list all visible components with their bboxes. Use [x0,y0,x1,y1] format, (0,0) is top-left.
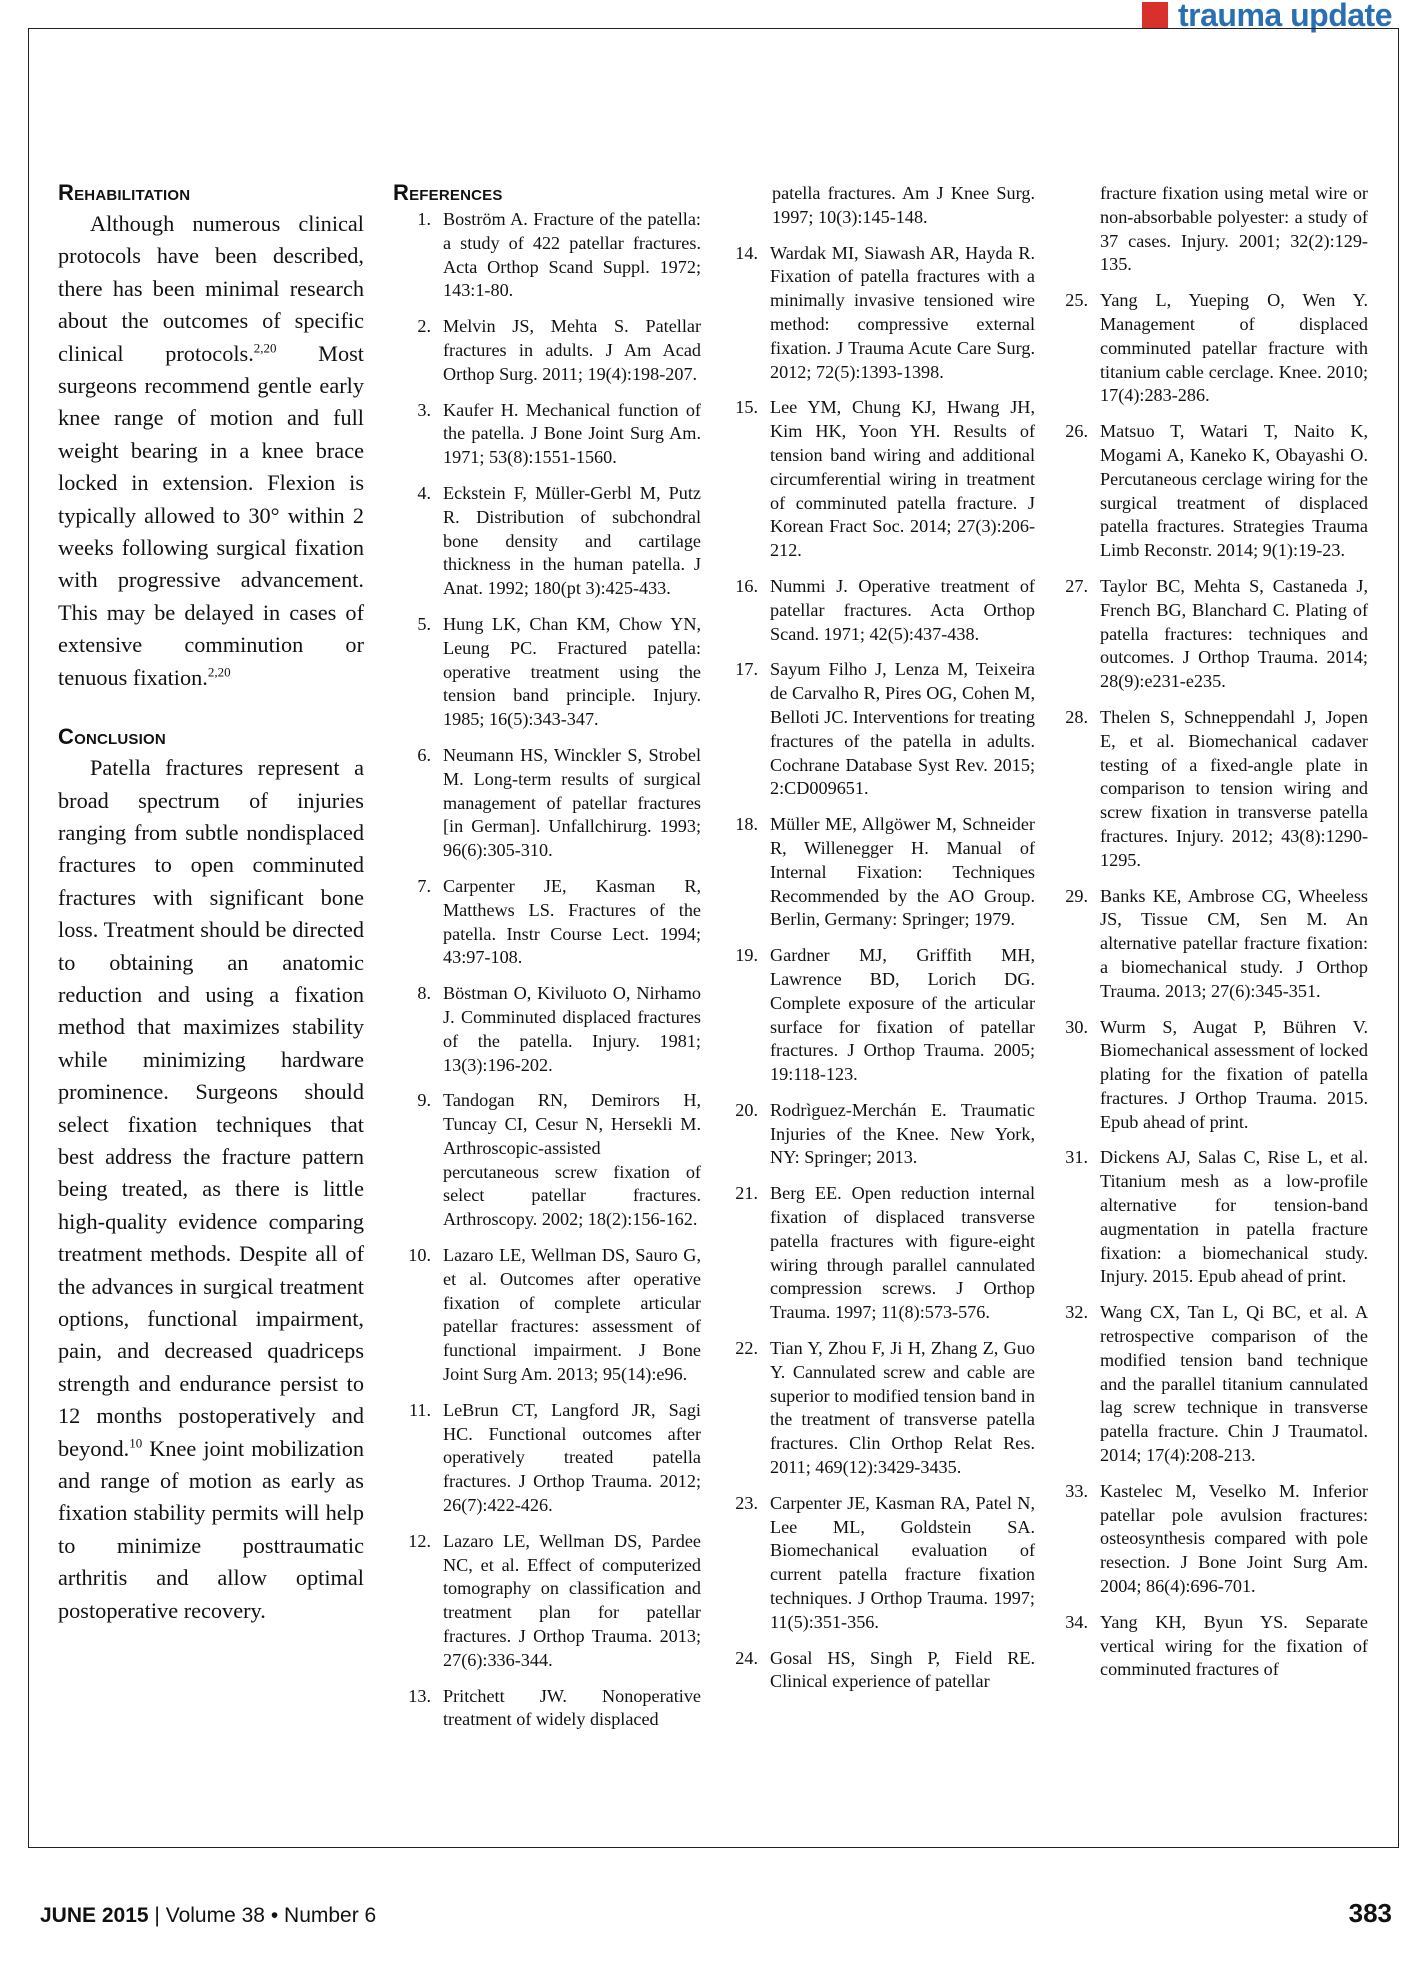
section-label: trauma update [1178,0,1392,33]
reference-text: Boström A. Fracture of the patella: a study of 422 patellar fractures. Acta Orthop Scand Suppl. 1972; 143:1-80. [443,209,701,301]
reference-number: 14. [735,242,758,263]
issue-number: Number 6 [284,1904,377,1927]
reference-number: 5. [417,613,431,634]
reference-item [1060,1146,1368,1289]
conclusion-text-2: Knee joint mobilization and range of motion as early as fixation stability permits will help to minimize posttraumatic arthritis and allow optimal postoperative recovery. [58,1435,364,1623]
reference-number: 23. [735,1492,758,1513]
reference-number: 11. [408,1399,431,1420]
reference-text: Kaufer H. Mechanical function of the patella. J Bone Joint Surg Am. 1971; 53(8):1551-1560. [443,399,701,468]
reference-item [393,1685,701,1733]
reference-item [722,813,1035,932]
reference-continuation: patella fractures. Am J Knee Surg. 1997; 10(3):145-148. [772,183,1035,227]
reference-item [722,1099,1035,1170]
reference-number: 26. [1065,421,1088,442]
reference-item [393,744,701,863]
reference-number: 29. [1065,885,1088,906]
reference-item [722,658,1035,801]
reference-item [393,1399,701,1518]
reference-number: 16. [735,575,758,596]
reference-item [393,315,701,386]
reference-number: 25. [1065,290,1088,311]
reference-text: Pritchett JW. Nonoperative treatment of widely displaced [443,1685,701,1730]
reference-number: 19. [735,945,758,966]
reference-text: Sayum Filho J, Lenza M, Teixeira de Carvalho R, Pires OG, Cohen M, Belloti JC. Interventions for treating fractures of the patella in adults. Cochrane Database Syst Rev. 2015; 2:CD009651. [770,659,1035,799]
reference-item [722,396,1035,563]
reference-item [722,575,1035,646]
reference-item [393,482,701,601]
volume: Volume 38 [165,1904,265,1927]
reference-number: 30. [1065,1016,1088,1037]
reference-item [393,208,701,303]
reference-item [393,1530,701,1673]
citation: 2,20 [207,664,231,680]
reference-number: 22. [735,1338,758,1359]
conclusion-text-1: Patella fractures represent a broad spectrum of injuries ranging from subtle nondisplaced fractures to open comminuted fractures with significant bone loss. Treatment should be directed to obtaining an anatomic reduction and using a fixation method that maximizes stability while minimizing hardware prominence. Surgeons should select fixation techniques that best address the fracture pattern being treated, as there is little high-quality evidence comparing treatment methods. Despite all of the advances in surgical treatment options, functional impairment, pain, and decreased quadriceps strength and endurance persist to 12 months postoperatively and beyond. [58,755,364,1461]
reference-text: LeBrun CT, Langford JR, Sagi HC. Functional outcomes after operatively treated patella fractures. J Orthop Trauma. 2012; 26(7):422-426. [443,1399,701,1516]
reference-text: Matsuo T, Watari T, Naito K, Mogami A, Kaneko K, Obayashi O. Percutaneous cerclage wiring for the surgical treatment of displaced patella fractures. Strategies Trauma Limb Reconstr. 2014; 9(1):19-23. [1100,421,1368,561]
reference-number: 9. [417,1090,431,1111]
reference-number: 7. [417,875,431,896]
reference-text: Wardak MI, Siawash AR, Hayda R. Fixation of patella fractures with a minimally invasive tensioned wire method: compressive external fixation. J Trauma Acute Care Surg. 2012; 72(5):1393-1398. [770,242,1035,382]
reference-number: 3. [417,399,431,420]
reference-number: 33. [1065,1480,1088,1501]
reference-item [393,875,701,970]
references-heading: References [393,180,503,205]
reference-number: 8. [417,983,431,1004]
reference-text: Carpenter JE, Kasman RA, Patel N, Lee ML, Goldstein SA. Biomechanical evaluation of current patella fracture fixation techniques. J Orthop Trauma. 1997; 11(5):351-356. [770,1492,1035,1632]
reference-item [1060,575,1368,694]
reference-item [393,613,701,732]
reference-item [1060,885,1368,1004]
reference-number: 15. [735,397,758,418]
reference-text: Gosal HS, Singh P, Field RE. Clinical experience of patellar [770,1647,1035,1692]
reference-number: 24. [735,1647,758,1668]
reference-item [1060,1016,1368,1135]
reference-item [722,1647,1035,1695]
reference-text: Rodrìguez-Merchán E. Traumatic Injuries of the Knee. New York, NY: Springer; 2013. [770,1099,1035,1168]
rehab-text-1: Although numerous clinical protocols have been described, there has been minimal research about the outcomes of specific clinical protocols. [58,211,364,366]
reference-item [722,944,1035,1087]
reference-item [1060,1480,1368,1599]
reference-text: Böstman O, Kiviluoto O, Nirhamo J. Comminuted displaced fractures of the patella. Injury. 1981; 13(3):196-202. [443,983,701,1075]
reference-item [393,1089,701,1232]
reference-number: 1. [417,209,431,229]
reference-text: Yang KH, Byun YS. Separate vertical wiring for the fixation of comminuted fractures of [1100,1611,1368,1680]
issue-date: JUNE 2015 [40,1904,149,1927]
reference-list [1060,289,1368,1682]
reference-text: Carpenter JE, Kasman R, Matthews LS. Fractures of the patella. Instr Course Lect. 1994; 43:97-108. [443,875,701,968]
reference-list [393,208,701,1732]
reference-number: 34. [1065,1611,1088,1632]
references-column-2 [722,182,1035,1706]
reference-number: 31. [1065,1147,1088,1168]
reference-item [1060,289,1368,408]
reference-number: 20. [735,1099,758,1120]
reference-number: 17. [735,659,758,680]
reference-number: 13. [408,1685,431,1706]
reference-text: Kastelec M, Veselko M. Inferior patellar pole avulsion fractures: osteosynthesis compared with pole resection. J Bone Joint Surg Am. 2004; 86(4):696-701. [1100,1480,1368,1597]
footer-bullet: • [270,1904,279,1927]
reference-number: 4. [417,482,431,503]
reference-item [722,1337,1035,1480]
reference-text: Hung LK, Chan KM, Chow YN, Leung PC. Fractured patella: operative treatment using the tension band principle. Injury. 1985; 16(5):343-347. [443,613,701,730]
conclusion-paragraph [58,752,364,1627]
section-header [1142,0,1392,33]
reference-text: Berg EE. Open reduction internal fixation of displaced transverse patella fractures with figure-eight wiring through parallel cannulated compression screws. J Orthop Trauma. 1997; 11(8):573-576. [770,1183,1035,1323]
reference-list [722,242,1035,1695]
body-column [58,180,364,1627]
reference-number: 6. [417,744,431,765]
reference-text: Nummi J. Operative treatment of patellar fractures. Acta Orthop Scand. 1971; 42(5):437-438. [770,575,1035,644]
references-column-3 [1060,182,1368,1694]
reference-number: 18. [735,814,758,835]
reference-item [722,242,1035,385]
reference-text: Lazaro LE, Wellman DS, Sauro G, et al. Outcomes after operative fixation of complete articular patellar fractures: assessment of functional impairment. J Bone Joint Surg Am. 2013; 95(14):e96. [443,1245,701,1385]
reference-number: 21. [735,1183,758,1204]
reference-item [393,1244,701,1387]
footer-separator: | [154,1904,160,1927]
reference-text: Wurm S, Augat P, Bühren V. Biomechanical assessment of locked plating for the fixation of patella fractures. J Orthop Trauma. 2015. Epub ahead of print. [1100,1016,1368,1132]
reference-continuation: fracture fixation using metal wire or non-absorbable polyester: a study of 37 cases. Injury. 2001; 32(2):129-135. [1100,183,1368,275]
reference-number: 28. [1065,706,1088,727]
reference-text: Banks KE, Ambrose CG, Wheeless JS, Tissue CM, Sen M. An alternative patellar fracture fixation: a biomechanical study. J Orthop Trauma. 2013; 27(6):345-351. [1100,885,1368,1001]
reference-item [1060,1301,1368,1468]
reference-item [393,982,701,1077]
reference-text: Melvin JS, Mehta S. Patellar fractures in adults. J Am Acad Orthop Surg. 2011; 19(4):198-207. [443,316,701,384]
references-column-1 [393,180,701,1744]
reference-item [393,399,701,470]
issue-info [40,1904,376,1928]
reference-number: 27. [1065,575,1088,596]
reference-text: Tandogan RN, Demirors H, Tuncay CI, Cesur N, Hersekli M. Arthroscopic-assisted percutaneous screw fixation of select patellar fractures. Arthroscopy. 2002; 18(2):156-162. [443,1090,701,1230]
reference-number: 10. [408,1245,431,1266]
conclusion-heading: Conclusion [58,724,166,750]
reference-text: Thelen S, Schneppendahl J, Jopen E, et al. Biomechanical cadaver testing of a fixed-angle plate in comparison to tension wiring and screw fixation in transverse patella fractures. Injury. 2012; 43(8):1290-1295. [1100,706,1368,870]
rehabilitation-heading: Rehabilitation [58,180,191,205]
reference-text: Gardner MJ, Griffith MH, Lawrence BD, Lorich DG. Complete exposure of the articular surface for fixation of patellar fractures. J Orthop Trauma. 2005; 19:118-123. [770,945,1035,1085]
reference-text: Taylor BC, Mehta S, Castaneda J, French BG, Blanchard C. Plating of patella fractures: techniques and outcomes. J Orthop Trauma. 2014; 28(9):e231-e235. [1100,575,1368,692]
reference-text: Eckstein F, Müller-Gerbl M, Putz R. Distribution of subchondral bone density and cartilage thickness in the human patella. J Anat. 1992; 180(pt 3):425-433. [443,482,701,599]
reference-item [1060,1611,1368,1682]
reference-number: 12. [408,1530,431,1551]
reference-item [1060,420,1368,563]
rehab-text-2: Most surgeons recommend gentle early knee range of motion and full weight bearing in a knee brace locked in extension. Flexion is typically allowed to 30° within 2 weeks following surgical fixation with progressive advancement. This may be delayed in cases of extensive comminution or tenuous fixation. [58,340,365,690]
reference-text: Lazaro LE, Wellman DS, Pardee NC, et al. Effect of computerized tomography on classification and treatment plan for patellar fractures. J Orthop Trauma. 2013; 27(6):336-344. [443,1530,701,1670]
reference-text: Lee YM, Chung KJ, Hwang JH, Kim HK, Yoon YH. Results of tension band wiring and additional circumferential wiring in treatment of comminuted patella fracture. J Korean Fract Soc. 2014; 27(3):206-212. [770,397,1035,561]
reference-text: Neumann HS, Winckler S, Strobel M. Long-term results of surgical management of patellar fractures [in German]. Unfallchirurg. 1993; 96(6):305-310. [443,744,701,861]
reference-item [722,1182,1035,1325]
reference-text: Tian Y, Zhou F, Ji H, Zhang Z, Guo Y. Cannulated screw and cable are superior to modified tension band in the treatment of transverse patella fractures. Clin Orthop Relat Res. 2011; 469(12):3429-3435. [770,1338,1035,1478]
rehabilitation-paragraph [58,208,364,694]
reference-text: Müller ME, Allgöwer M, Schneider R, Willenegger H. Manual of Internal Fixation: Techniques Recommended by the AO Group. Berlin, Germany: Springer; 1979. [770,814,1035,930]
citation: 2,20 [253,340,277,356]
reference-item [1060,706,1368,873]
page-number: 383 [1348,1898,1392,1928]
reference-item [722,1492,1035,1635]
reference-text: Wang CX, Tan L, Qi BC, et al. A retrospective comparison of the modified tension band technique and the parallel titanium cannulated lag screw technique in transverse patella fracture. Chin J Traumatol. 2014; 17(4):208-213. [1100,1302,1368,1466]
reference-text: Dickens AJ, Salas C, Rise L, et al. Titanium mesh as a low-profile alternative for tension-band augmentation in patella fracture fixation: a biomechanical study. Injury. 2015. Epub ahead of print. [1100,1147,1368,1287]
citation: 10 [129,1435,143,1451]
reference-number: 32. [1065,1302,1088,1323]
reference-number: 2. [417,316,431,337]
reference-text: Yang L, Yueping O, Wen Y. Management of displaced comminuted patellar fracture with titanium cable cerclage. Knee. 2010; 17(4):283-286. [1100,290,1368,406]
red-square-icon [1142,2,1168,28]
